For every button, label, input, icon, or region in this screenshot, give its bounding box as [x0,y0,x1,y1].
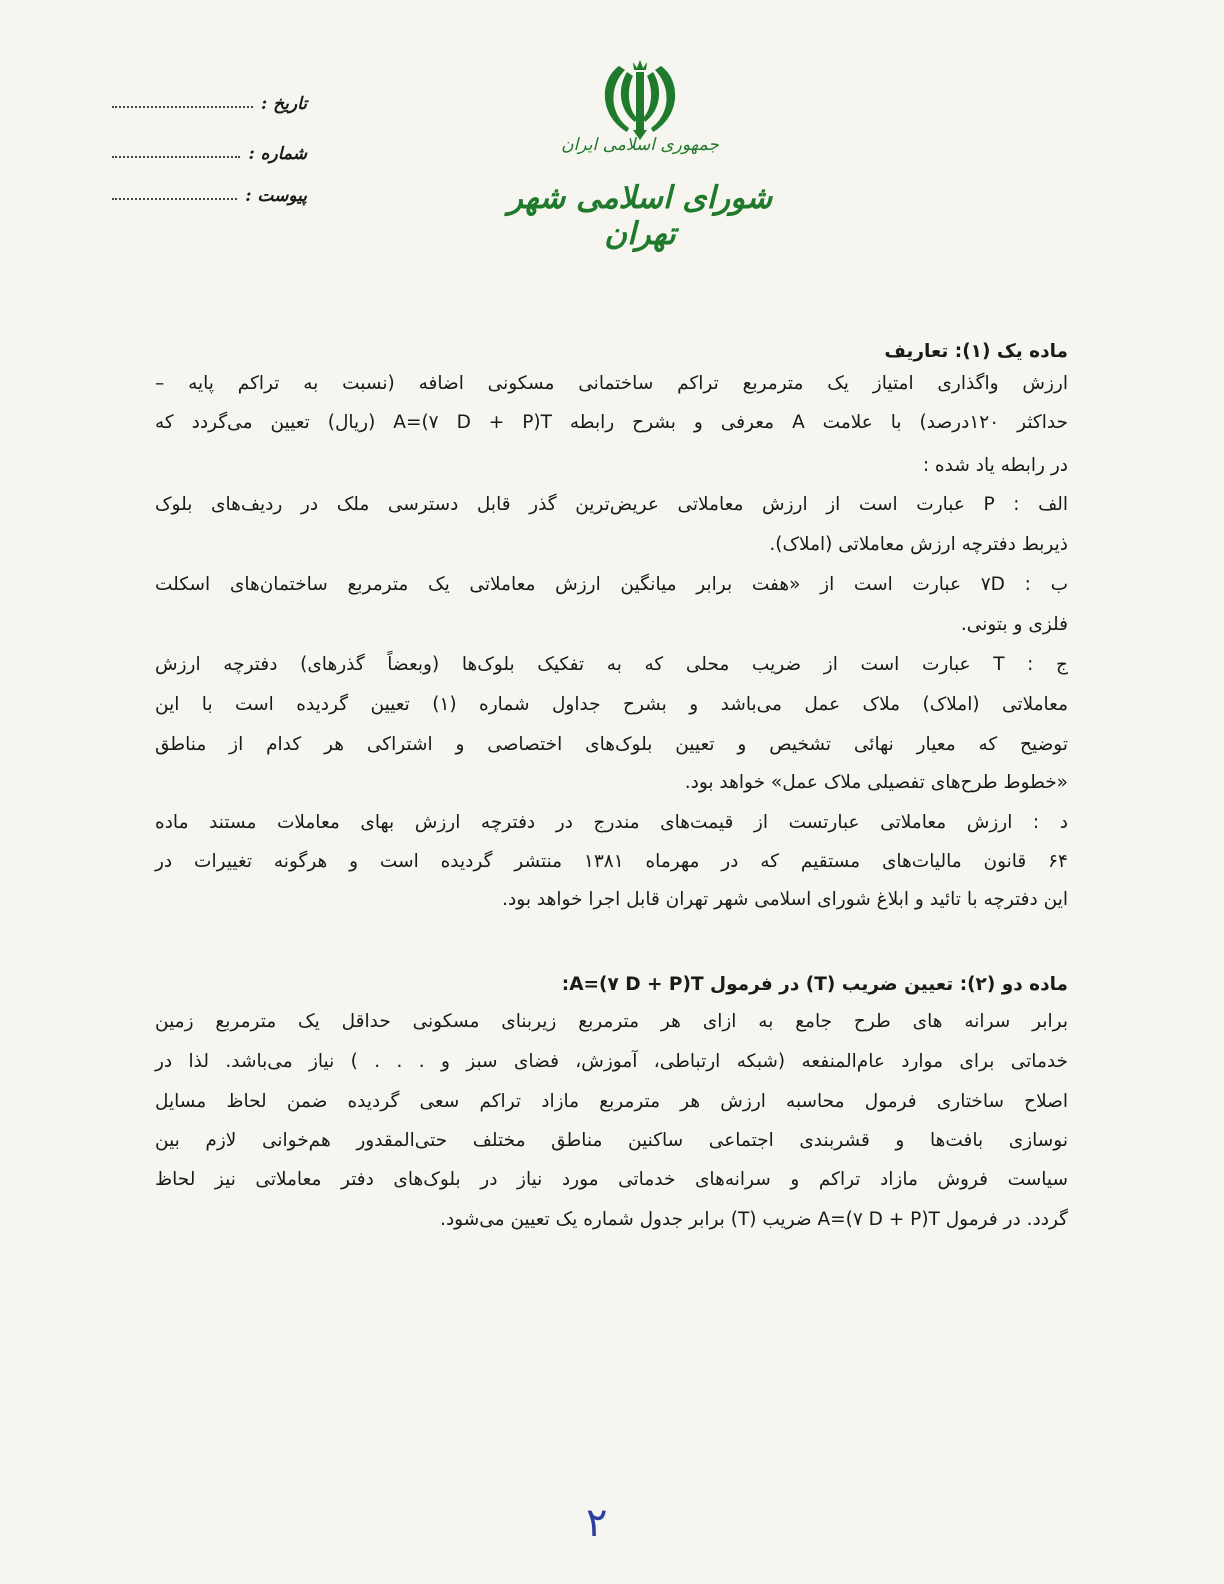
page-number: ۲ [586,1500,608,1546]
number-label: شماره : [248,144,307,164]
body-line: در رابطه یاد شده : [922,455,1068,476]
body-line: نوسازی بافت‌ها و قشربندی اجتماعی ساکنین مناطق مختلف حتی‌المقدور هم‌خوانی لازم بین [155,1130,1068,1151]
article-1-heading: ماده یک (۱): تعاریف [884,341,1068,362]
body-line: اصلاح ساختاری فرمول محاسبه ارزش هر مترمربع مازاد تراکم سعی گردیده ضمن لحاظ مسایل [155,1091,1068,1112]
body-line: فلزی و بتونی. [960,614,1068,635]
body-line: این دفترچه با تائید و ابلاغ شورای اسلامی شهر تهران قابل اجرا خواهد بود. [502,889,1068,910]
body-line: حداکثر ۱۲۰درصد) با علامت A معرفی و بشرح رابطه A=(۷ D + P)T (ریال) تعیین می‌گردد که [155,412,1068,433]
body-line: الف : P عبارت است از ارزش معاملاتی عریض‌ترین گذر قابل دسترسی ملک در ردیف‌های بلوک [155,494,1069,515]
body-line: د : ارزش معاملاتی عبارتست از قیمت‌های مندرج در دفترچه ارزش بهای معاملات مستند ماده [155,812,1068,833]
body-line: ب : ۷D عبارت است از «هفت برابر میانگین ارزش معاملاتی یک مترمربع ساختمان‌های اسکلت [155,574,1068,595]
attachment-label: پیوست : [245,186,307,206]
number-field [112,138,307,164]
attachment-dotted-line [112,198,237,200]
body-line: معاملاتی (املاک) ملاک عمل می‌باشد و بشرح جداول شماره (۱) تعیین گردیده است با این [155,694,1068,715]
body-line: ۶۴ قانون مالیات‌های مستقیم که در مهرماه ۱۳۸۱ منتشر گردیده است و هرگونه تغییرات در [155,851,1068,872]
body-line: خدماتی برای موارد عام‌المنفعه (شبکه ارتباطی، آموزش، فضای سبز و . . . ) نیاز می‌باشد. لذا در [155,1051,1068,1072]
organization-name: شورای اسلامی شهر تهران [507,180,773,252]
date-dotted-line [112,106,253,108]
body-line: توضیح که معیار نهائی تشخیص و تعیین بلوک‌های اختصاصی و اشتراکی هر کدام از مناطق [155,734,1068,755]
attachment-field [112,180,307,206]
date-field [112,88,307,114]
body-line: گردد. در فرمول A=(۷ D + P)T ضریب (T) برابر جدول شماره یک تعیین می‌شود. [440,1209,1068,1230]
body-line: ذیربط دفترچه ارزش معاملاتی (املاک). [769,534,1068,555]
article-2-heading: ماده دو (۲): تعیین ضریب (T) در فرمول A=(۷ D + P)T: [561,974,1068,995]
date-label: تاریخ : [260,94,307,114]
body-line: برابر سرانه های طرح جامع به ازای هر مترمربع زیربنای مسکونی حداقل یک مترمربع زمین [155,1011,1068,1032]
body-line: سیاست فروش مازاد تراکم و سرانه‌های خدماتی مورد نیاز در بلوک‌های دفتر معاملاتی نیز لحاظ [155,1169,1068,1190]
number-dotted-line [112,156,240,158]
body-line: «خطوط طرح‌های تفصیلی ملاک عمل» خواهد بود. [684,772,1068,793]
body-line: ج : T عبارت است از ضریب محلی که به تفکیک بلوک‌ها (وبعضاً گذرهای) دفترچه ارزش [155,654,1068,675]
country-name: جمهوری اسلامی ایران [561,135,719,155]
body-line: ارزش واگذاری امتیاز یک مترمربع تراکم ساختمانی مسکونی اضافه (نسبت به تراکم پایه – [155,373,1068,394]
iran-emblem-icon [597,58,683,140]
